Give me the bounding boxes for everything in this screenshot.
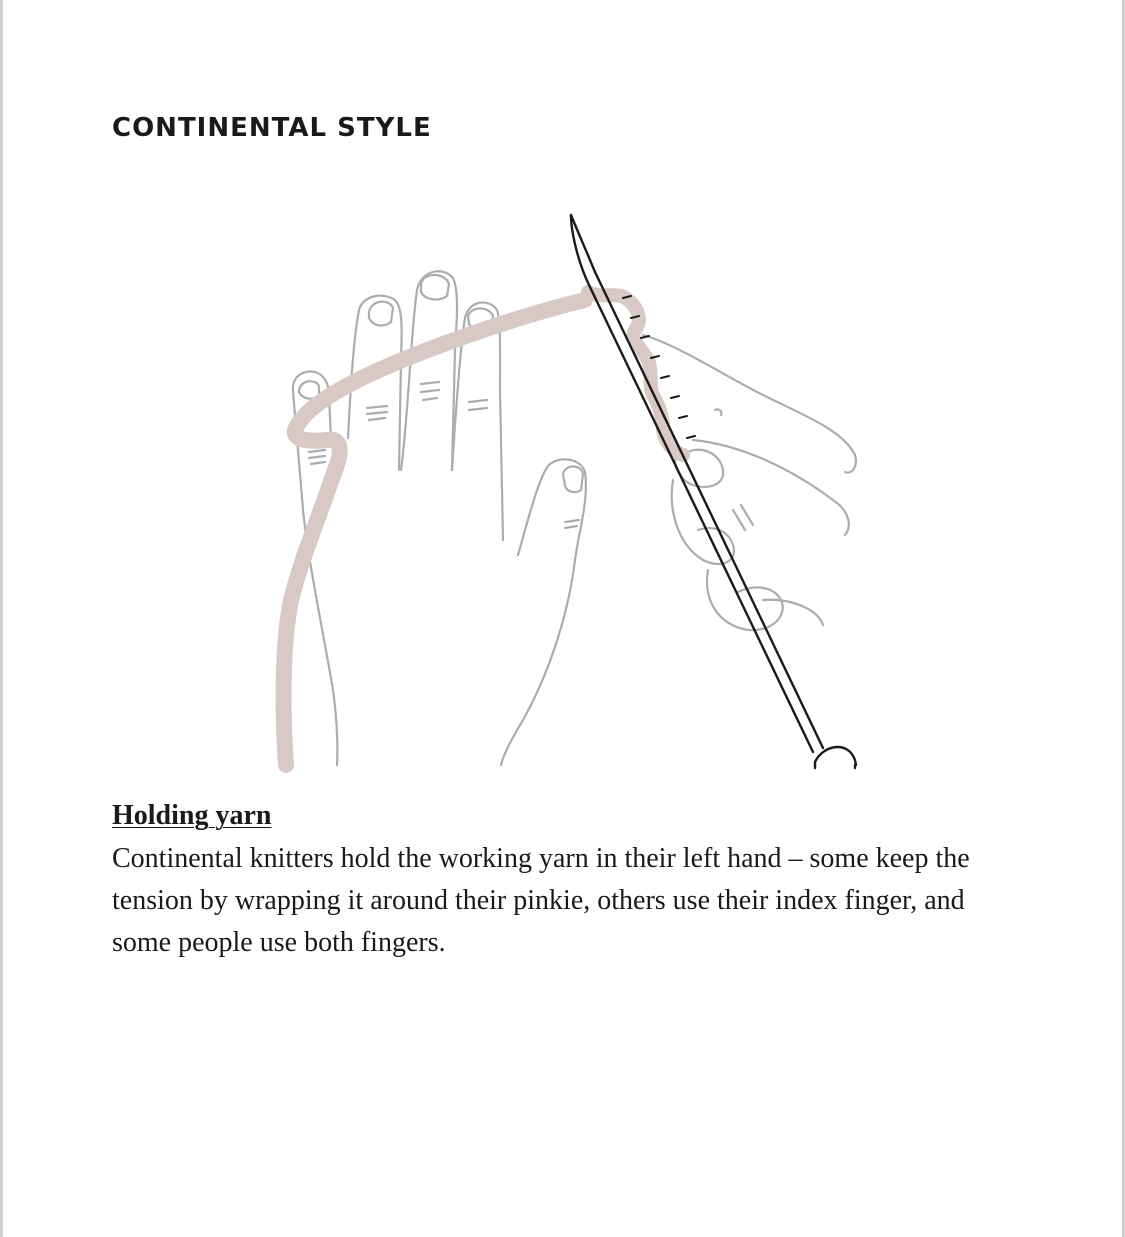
- thumb: [501, 459, 586, 765]
- needle-end: [815, 747, 856, 765]
- knitting-hand-illustration: [263, 205, 873, 775]
- right-hand-index: [693, 440, 849, 535]
- middle-finger: [401, 271, 457, 470]
- body-paragraph: Continental knitters hold the working yarn in their left hand – some keep the tension by wrapping it around their pinkie, others use their index finger, and some people use both fingers.: [112, 843, 970, 958]
- subheading-holding-yarn: Holding yarn: [112, 800, 272, 831]
- section-heading: CONTINENTAL STYLE: [112, 113, 432, 143]
- yarn-strand: [284, 300, 585, 765]
- needle-shaft: [595, 272, 823, 748]
